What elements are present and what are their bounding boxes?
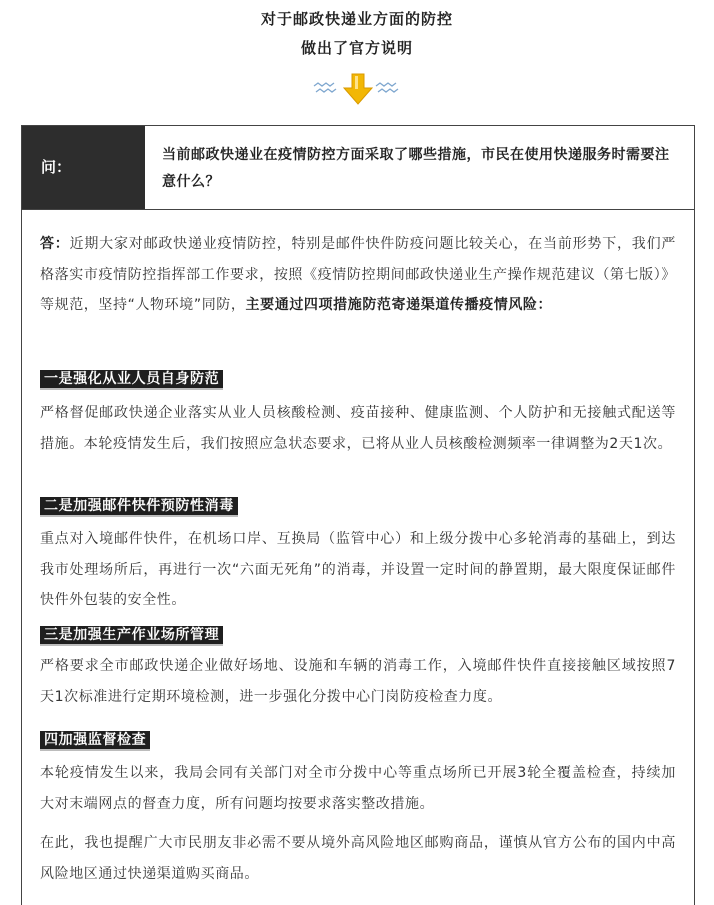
answer-intro-bold: 主要通过四项措施防范寄递渠道传播疫情风险： xyxy=(245,297,553,313)
section-heading-3: 三是加强生产作业场所管理 xyxy=(40,626,223,644)
title-line-1: 对于邮政快递业方面的防控 xyxy=(260,10,453,28)
question-label: 问： xyxy=(22,126,145,209)
section-body-1: 严格督促邮政快递企业落实从业人员核酸检测、疫苗接种、健康监测、个人防护和无接触式配送等措施。本轮疫情发生后，我们按照应急状态要求，已将从业人员核酸检测频率一律调整为2天1次。 xyxy=(40,405,676,452)
answer-label: 答： xyxy=(40,236,70,252)
arrow-down-icon xyxy=(310,70,406,106)
question-text: 当前邮政快递业在疫情防控方面采取了哪些措施，市民在使用快递服务时需要注意什么？ xyxy=(162,147,670,190)
answer-paragraph xyxy=(40,229,676,321)
section-heading-4: 四加强监督检查 xyxy=(40,731,150,749)
section-heading-1: 一是强化从业人员自身防范 xyxy=(40,370,223,388)
section-body-4: 本轮疫情发生以来，我局会同有关部门对全市分拨中心等重点场所已开展3轮全覆盖检查，持续加大对末端网点的督查力度，所有问题均按要求落实整改措施。 xyxy=(40,765,676,812)
closing-paragraph: 在此，我也提醒广大市民朋友非必需不要从境外高风险地区邮购商品，谨慎从官方公布的国内中高风险地区通过快递渠道购买商品。 xyxy=(40,835,676,882)
section-body-2: 重点对入境邮件快件，在机场口岸、互换局（监管中心）和上级分拨中心多轮消毒的基础上，到达我市处理场所后，再进行一次“六面无死角”的消毒，并设置一定时间的静置期，最大限度保证邮件快件外包装的安全性。 xyxy=(40,531,676,608)
answer-intro: 近期大家对邮政快递业疫情防控，特别是邮件快件防疫问题比较关心，在当前形势下，我们严格落实市疫情防控指挥部工作要求，按照《疫情防控期间邮政快递业生产操作规范建议（第七版）》等规范，坚持“人物环境”同防， xyxy=(40,236,676,313)
section-heading-2: 二是加强邮件快件预防性消毒 xyxy=(40,497,238,515)
title-line-2: 做出了官方说明 xyxy=(300,39,413,57)
question-row xyxy=(22,126,694,210)
section-body-3: 严格要求全市邮政快递企业做好场地、设施和车辆的消毒工作，入境邮件快件直接接触区域按照7天1次标准进行定期环境检测，进一步强化分拨中心门岗防疫检查力度。 xyxy=(40,658,676,705)
